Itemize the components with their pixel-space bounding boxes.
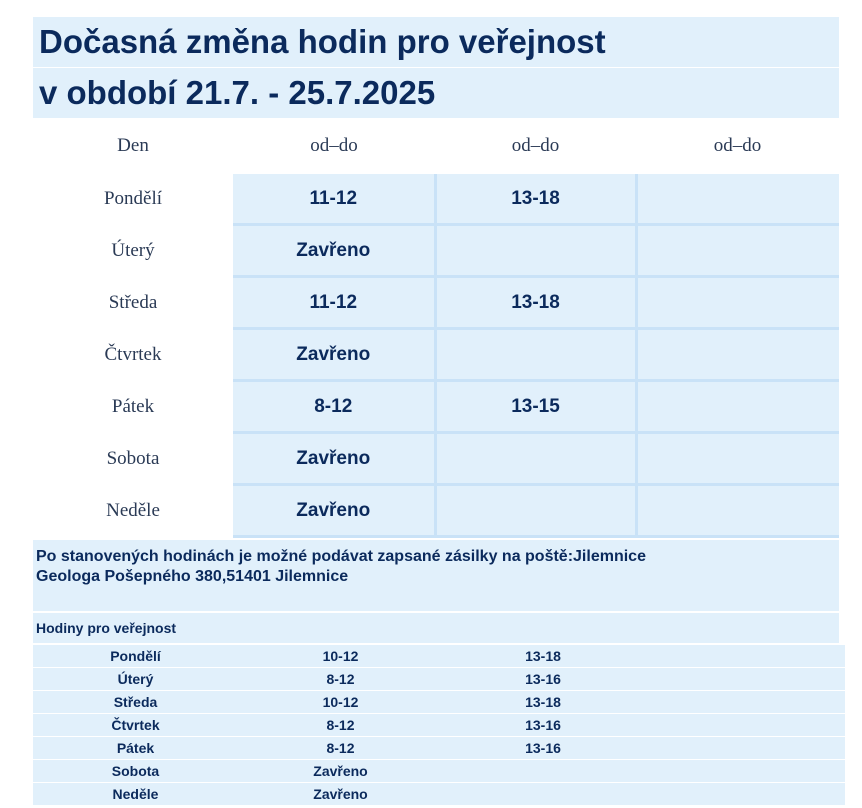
page <box>33 17 839 806</box>
table-row <box>33 329 839 381</box>
time-slot <box>435 225 636 277</box>
table-header-row <box>33 118 839 174</box>
day-label: Sobota <box>33 433 233 485</box>
time-slot: 13-16 <box>443 737 643 760</box>
regular-hours-title: Hodiny pro veřejnost <box>33 613 839 643</box>
table-row <box>33 783 845 806</box>
table-row <box>33 277 839 329</box>
time-slot: Zavřeno <box>233 433 435 485</box>
empty-cell <box>643 737 845 760</box>
time-slot: Zavřeno <box>238 760 443 783</box>
table-row <box>33 668 845 691</box>
time-slot: 8-12 <box>238 737 443 760</box>
time-slot: 13-18 <box>443 645 643 668</box>
table-row <box>33 433 839 485</box>
time-slot: 8-12 <box>238 714 443 737</box>
note-line-2: Geologa Pošepného 380,51401 Jilemnice <box>36 568 349 585</box>
table-row <box>33 225 839 277</box>
header-day: Den <box>117 135 149 156</box>
temporary-hours-table <box>33 118 839 538</box>
header-slot-3: od–do <box>713 135 762 156</box>
time-slot <box>636 433 839 485</box>
day-label: Pondělí <box>33 174 233 225</box>
day-label: Neděle <box>33 783 238 806</box>
time-slot <box>443 760 643 783</box>
time-slot <box>636 277 839 329</box>
table-row <box>33 737 845 760</box>
time-slot <box>435 329 636 381</box>
title-line-2: v období 21.7. - 25.7.2025 <box>33 67 839 118</box>
day-label: Neděle <box>33 485 233 537</box>
post-office-note <box>33 540 839 611</box>
time-slot: 10-12 <box>238 645 443 668</box>
table-row <box>33 485 839 537</box>
day-label: Čtvrtek <box>33 329 233 381</box>
time-slot: 13-18 <box>435 174 636 225</box>
time-slot: 13-15 <box>435 381 636 433</box>
time-slot: 8-12 <box>238 668 443 691</box>
header-slot-2: od–do <box>511 135 560 156</box>
time-slot: Zavřeno <box>238 783 443 806</box>
time-slot <box>636 329 839 381</box>
note-line-1: Po stanovených hodinách je možné podávat zapsané zásilky na poště:Jilemnice <box>36 548 646 565</box>
table-row <box>33 381 839 433</box>
time-slot: Zavřeno <box>233 329 435 381</box>
time-slot: Zavřeno <box>233 225 435 277</box>
day-label: Čtvrtek <box>33 714 238 737</box>
day-label: Sobota <box>33 760 238 783</box>
time-slot: 10-12 <box>238 691 443 714</box>
day-label: Pátek <box>33 381 233 433</box>
time-slot <box>636 485 839 537</box>
empty-cell <box>643 714 845 737</box>
day-label: Úterý <box>33 225 233 277</box>
empty-cell <box>643 760 845 783</box>
table-row <box>33 691 845 714</box>
time-slot: 11-12 <box>233 174 435 225</box>
time-slot <box>636 381 839 433</box>
time-slot: 8-12 <box>233 381 435 433</box>
table-row <box>33 174 839 225</box>
empty-cell <box>643 668 845 691</box>
time-slot <box>443 783 643 806</box>
time-slot: 13-16 <box>443 668 643 691</box>
time-slot <box>435 485 636 537</box>
time-slot: 13-18 <box>435 277 636 329</box>
time-slot <box>636 225 839 277</box>
empty-cell <box>643 691 845 714</box>
table-row <box>33 714 845 737</box>
time-slot <box>636 174 839 225</box>
table-row <box>33 645 845 668</box>
time-slot <box>435 433 636 485</box>
day-label: Pátek <box>33 737 238 760</box>
day-label: Středa <box>33 691 238 714</box>
regular-hours-table <box>33 645 845 806</box>
time-slot: Zavřeno <box>233 485 435 537</box>
empty-cell <box>643 783 845 806</box>
table-row <box>33 760 845 783</box>
time-slot: 11-12 <box>233 277 435 329</box>
day-label: Středa <box>33 277 233 329</box>
page-title <box>33 17 839 118</box>
day-label: Pondělí <box>33 645 238 668</box>
title-line-1: Dočasná změna hodin pro veřejnost <box>39 23 606 60</box>
header-slot-1: od–do <box>310 135 358 156</box>
empty-cell <box>643 645 845 668</box>
time-slot: 13-16 <box>443 714 643 737</box>
day-label: Úterý <box>33 668 238 691</box>
time-slot: 13-18 <box>443 691 643 714</box>
